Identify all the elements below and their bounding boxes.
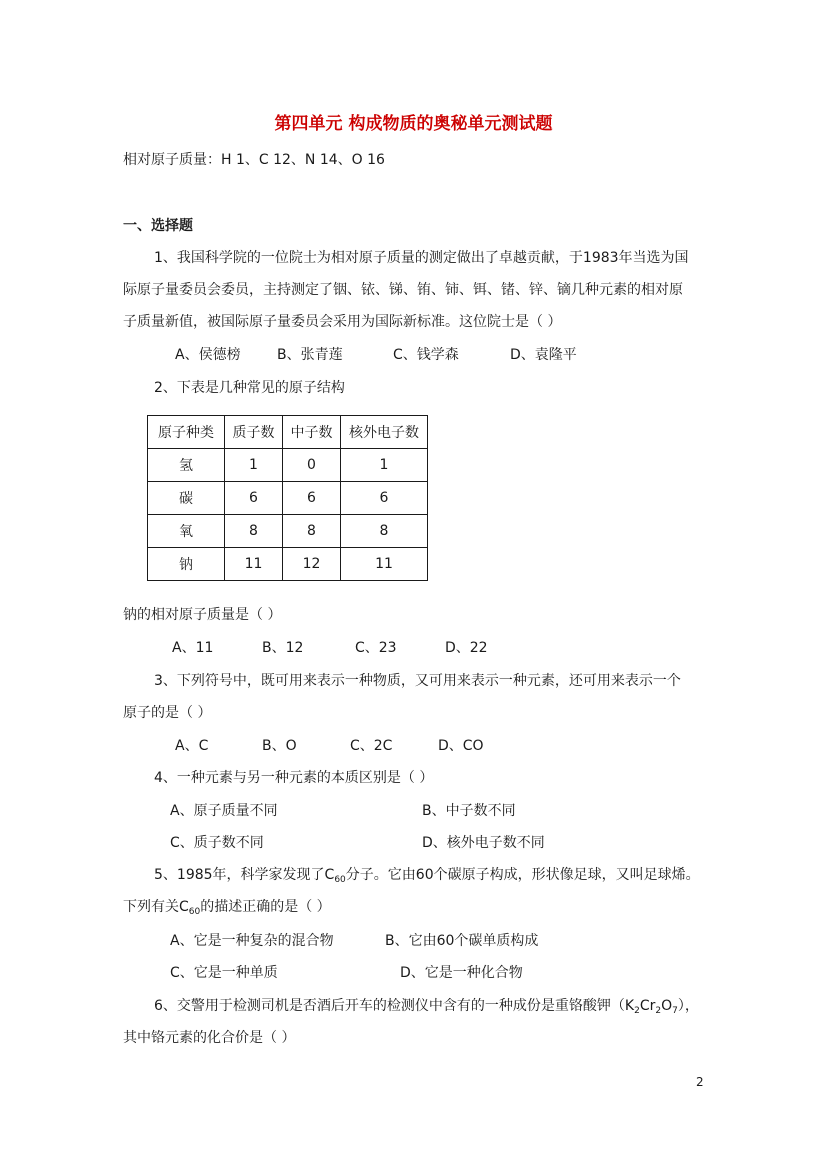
atomic-masses-line: 相对原子质量：H 1、C 12、N 14、O 16 xyxy=(123,152,385,168)
atom-structure-table xyxy=(147,415,428,581)
q6-text: 6、交警用于检测司机是否酒后开车的检测仪中含有的一种成份是重铬酸钾（ xyxy=(154,998,625,1014)
c60-formula xyxy=(325,867,346,883)
q2-option-b: B、12 xyxy=(262,640,304,656)
q5-line1 xyxy=(154,865,700,885)
table-header: 质子数 xyxy=(225,416,283,449)
page-number: 2 xyxy=(696,1075,704,1089)
q5-text: 5、1985年，科学家发现了 xyxy=(154,867,325,883)
q4-option-d: D、核外电子数不同 xyxy=(422,835,545,851)
q5-line2 xyxy=(123,897,331,917)
table-cell: 6 xyxy=(225,482,283,515)
c60-subscript: 60 xyxy=(334,875,346,885)
table-cell: 11 xyxy=(341,548,428,581)
table-row xyxy=(148,449,428,482)
q1-option-a: A、侯德榜 xyxy=(175,347,241,363)
q3-option-d: D、CO xyxy=(438,738,484,754)
table-cell: 6 xyxy=(341,482,428,515)
formula-o: O xyxy=(661,998,673,1014)
q1-line3: 子质量新值，被国际原子量委员会采用为国际新标准。这位院士是（ ） xyxy=(123,314,562,330)
q1-line2: 际原子量委员会委员，主持测定了铟、铱、锑、铕、铈、铒、锗、锌、镝几种元素的相对原 xyxy=(123,282,683,298)
formula-sub: 7 xyxy=(672,1006,678,1016)
q5-option-c: C、它是一种单质 xyxy=(170,965,278,981)
q2-option-d: D、22 xyxy=(445,640,488,656)
table-cell: 氢 xyxy=(148,449,225,482)
c60-formula xyxy=(179,899,200,915)
k2cr2o7-formula xyxy=(625,998,678,1014)
q4-option-b: B、中子数不同 xyxy=(422,803,516,819)
table-header: 核外电子数 xyxy=(341,416,428,449)
q3-option-a: A、C xyxy=(175,738,209,754)
page-title: 第四单元 构成物质的奥秘单元测试题 xyxy=(274,114,553,134)
table-header: 中子数 xyxy=(283,416,341,449)
q1-option-c: C、钱学森 xyxy=(393,347,459,363)
table-cell: 1 xyxy=(225,449,283,482)
q3-line2: 原子的是（ ） xyxy=(123,705,212,721)
table-cell: 1 xyxy=(341,449,428,482)
table-cell: 钠 xyxy=(148,548,225,581)
q5-option-d: D、它是一种化合物 xyxy=(400,965,523,981)
q4-option-c: C、质子数不同 xyxy=(170,835,264,851)
table-row xyxy=(148,515,428,548)
table-header: 原子种类 xyxy=(148,416,225,449)
table-cell: 8 xyxy=(341,515,428,548)
q2-option-c: C、23 xyxy=(355,640,397,656)
q3-line1: 3、下列符号中，既可用来表示一种物质，又可用来表示一种元素，还可用来表示一个 xyxy=(154,673,681,689)
q1-option-d: D、袁隆平 xyxy=(510,347,577,363)
q6-line1 xyxy=(154,996,699,1016)
q1-line1: 1、我国科学院的一位院士为相对原子质量的测定做出了卓越贡献，于1983年当选为国 xyxy=(154,250,689,266)
table-cell: 11 xyxy=(225,548,283,581)
q5-text: 的描述正确的是（ ） xyxy=(200,899,331,915)
q1-option-b: B、张青莲 xyxy=(277,347,343,363)
q5-text: 分子。它由60个碳原子构成，形状像足球，又叫足球烯。 xyxy=(345,867,700,883)
table-cell: 碳 xyxy=(148,482,225,515)
section-heading: 一、选择题 xyxy=(123,218,193,234)
q6-line2: 其中铬元素的化合价是（ ） xyxy=(123,1030,296,1046)
c60-subscript: 60 xyxy=(188,907,201,917)
q3-option-c: C、2C xyxy=(350,738,393,754)
table-cell: 8 xyxy=(283,515,341,548)
c60-c: C xyxy=(179,899,189,915)
formula-k: K xyxy=(624,998,635,1014)
table-cell: 6 xyxy=(283,482,341,515)
q2-stem: 2、下表是几种常见的原子结构 xyxy=(154,380,345,396)
table-header-row xyxy=(148,416,428,449)
q5-option-b: B、它由60个碳单质构成 xyxy=(385,933,539,949)
q2-question: 钠的相对原子质量是（ ） xyxy=(123,607,282,623)
q5-text: 下列有关 xyxy=(123,899,179,915)
q3-option-b: B、O xyxy=(262,738,297,754)
c60-c: C xyxy=(324,867,335,883)
table-cell: 0 xyxy=(283,449,341,482)
q4-stem: 4、一种元素与另一种元素的本质区别是（ ） xyxy=(154,770,434,786)
q2-option-a: A、11 xyxy=(172,640,214,656)
table-cell: 12 xyxy=(283,548,341,581)
table-cell: 8 xyxy=(225,515,283,548)
table-cell: 氧 xyxy=(148,515,225,548)
table-row xyxy=(148,482,428,515)
formula-sub: 2 xyxy=(634,1006,640,1016)
formula-cr: Cr xyxy=(639,998,656,1014)
formula-sub: 2 xyxy=(655,1006,662,1016)
q4-option-a: A、原子质量不同 xyxy=(170,803,278,819)
q5-option-a: A、它是一种复杂的混合物 xyxy=(170,933,334,949)
table-row xyxy=(148,548,428,581)
q6-text: ）， xyxy=(677,998,699,1014)
